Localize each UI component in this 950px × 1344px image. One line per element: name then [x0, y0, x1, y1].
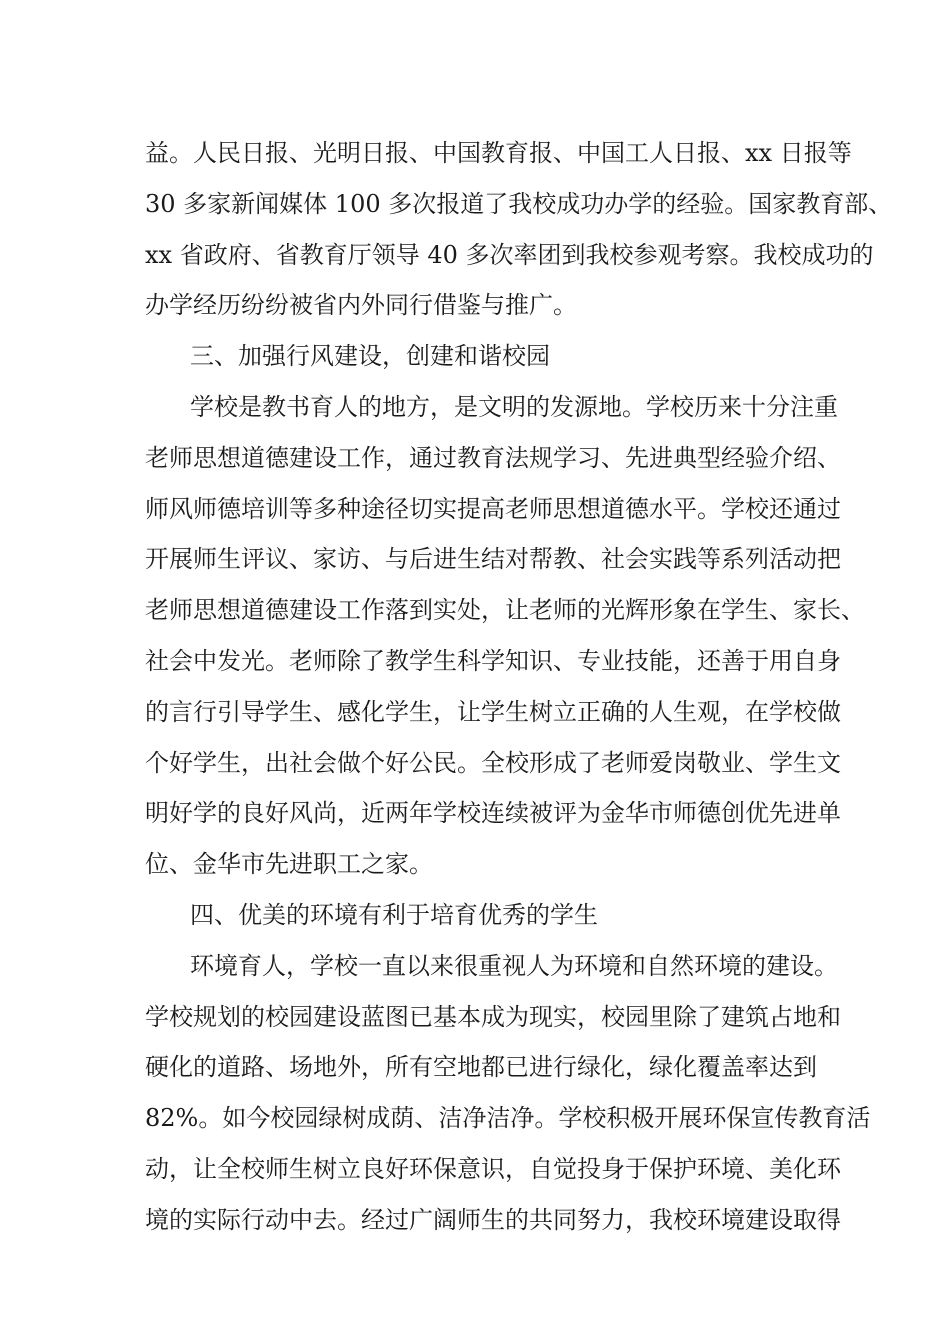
body-line: 个好学生，出社会做个好公民。全校形成了老师爱岗敬业、学生文 — [145, 748, 841, 777]
paragraph-first-line: 学校是教书育人的地方，是文明的发源地。学校历来十分注重 — [190, 392, 838, 421]
body-line: 境的实际行动中去。经过广阔师生的共同努力，我校环境建设取得 — [145, 1205, 841, 1234]
body-line: 老师思想道德建设工作落到实处，让老师的光辉形象在学生、家长、 — [145, 596, 865, 625]
body-line: 学校规划的校园建设蓝图已基本成为现实，校园里除了建筑占地和 — [145, 1002, 841, 1031]
paragraph-first-line: 环境育人，学校一直以来很重视人为环境和自然环境的建设。 — [190, 951, 838, 980]
body-line: 办学经历纷纷被省内外同行借鉴与推广。 — [145, 291, 577, 320]
body-line: 开展师生评议、家访、与后进生结对帮教、社会实践等系列活动把 — [145, 545, 841, 574]
body-line: 硬化的道路、场地外，所有空地都已进行绿化，绿化覆盖率达到 — [145, 1053, 817, 1082]
body-line: 老师思想道德建设工作，通过教育法规学习、先进典型经验介绍、 — [145, 443, 841, 472]
section-heading: 四、优美的环境有利于培育优秀的学生 — [190, 900, 598, 929]
body-line: 动，让全校师生树立良好环保意识，自觉投身于保护环境、美化环 — [145, 1154, 841, 1183]
body-line: 位、金华市先进职工之家。 — [145, 850, 433, 879]
body-line: 30 多家新闻媒体 100 多次报道了我校成功办学的经验。国家教育部、 — [145, 189, 893, 218]
body-line: xx 省政府、省教育厅领导 40 多次率团到我校参观考察。我校成功的 — [145, 240, 874, 269]
document-body — [145, 128, 893, 1246]
body-line: 益。人民日报、光明日报、中国教育报、中国工人日报、xx 日报等 — [145, 139, 852, 167]
body-line: 师风师德培训等多种途径切实提高老师思想道德水平。学校还通过 — [145, 494, 841, 523]
body-line: 82%。如今校园绿树成荫、洁净洁净。学校积极开展环保宣传教育活 — [145, 1104, 871, 1133]
section-heading: 三、加强行风建设，创建和谐校园 — [190, 342, 550, 371]
body-line: 明好学的良好风尚，近两年学校连续被评为金华市师德创优先进单 — [145, 799, 841, 828]
body-line: 社会中发光。老师除了教学生科学知识、专业技能，还善于用自身 — [145, 646, 841, 675]
body-line: 的言行引导学生、感化学生，让学生树立正确的人生观，在学校做 — [145, 697, 841, 726]
